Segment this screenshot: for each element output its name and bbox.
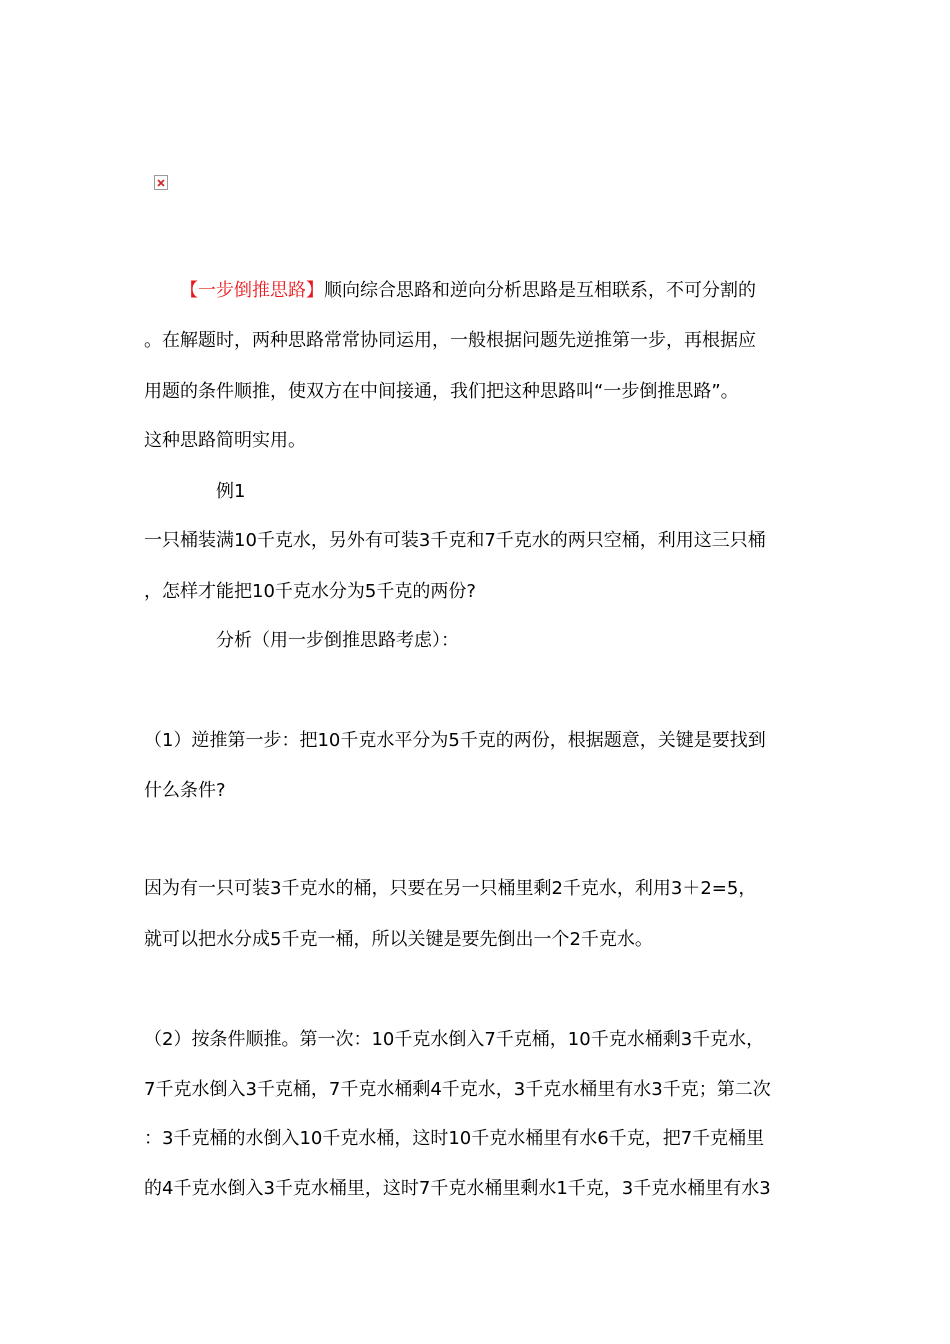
example-title: 例1	[216, 481, 246, 502]
intro-line-1	[180, 278, 756, 304]
intro-line-3: 用题的条件顺推，使双方在中间接通，我们把这种思路叫“一步倒推思路”。	[144, 381, 739, 402]
broken-image-icon	[154, 175, 168, 190]
close-mark-icon	[157, 179, 165, 187]
step2-line-1: （2）按条件顺推。第一次：10千克水倒入7千克桶，10千克水桶剩3千克水，	[144, 1029, 765, 1050]
example-line-2: ，怎样才能把10千克水分为5千克的两份?	[144, 581, 476, 602]
intro-line-1-text: 顺向综合思路和逆向分析思路是互相联系，不可分割的	[324, 280, 756, 301]
reason-line-1: 因为有一只可装3千克水的桶，只要在另一只桶里剩2千克水，利用3＋2=5，	[144, 878, 757, 899]
step2-line-3: ：3千克桶的水倒入10千克水桶，这时10千克水桶里有水6千克，把7千克桶里	[144, 1128, 765, 1149]
reason-line-2: 就可以把水分成5千克一桶，所以关键是要先倒出一个2千克水。	[144, 929, 653, 950]
step1-line-2: 什么条件?	[144, 780, 226, 801]
step2-line-2: 7千克水倒入3千克桶，7千克水桶剩4千克水，3千克水桶里有水3千克；第二次	[144, 1079, 771, 1100]
step1-line-1: （1）逆推第一步：把10千克水平分为5千克的两份，根据题意，关键是要找到	[144, 730, 766, 751]
intro-label: 【一步倒推思路】	[180, 280, 324, 301]
example-line-1: 一只桶装满10千克水，另外有可装3千克和7千克水的两只空桶，利用这三只桶	[144, 530, 766, 551]
intro-line-2: 。在解题时，两种思路常常协同运用，一般根据问题先逆推第一步，再根据应	[144, 330, 756, 351]
analysis-title: 分析（用一步倒推思路考虑）：	[216, 630, 459, 651]
step2-line-4: 的4千克水倒入3千克水桶里，这时7千克水桶里剩水1千克，3千克水桶里有水3	[144, 1178, 771, 1199]
intro-line-4: 这种思路简明实用。	[144, 430, 306, 451]
